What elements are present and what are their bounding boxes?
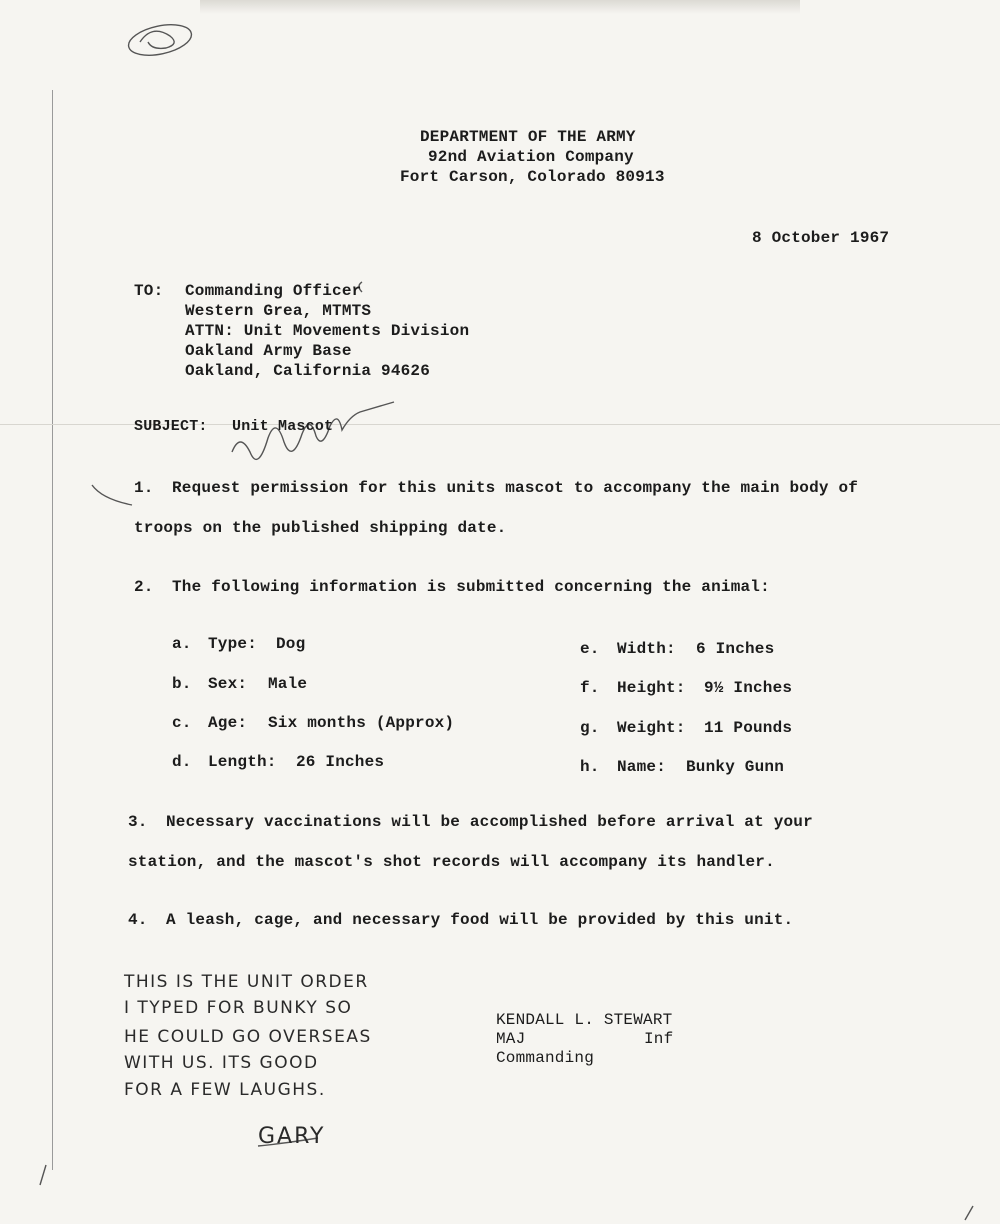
para-3-number: 3.: [128, 813, 148, 831]
margin-arc: [92, 485, 132, 505]
item-c-letter: c.: [172, 714, 192, 732]
para-1-line-1: Request permission for this units mascot to accompany the main body of: [172, 479, 859, 497]
item-d-letter: d.: [172, 753, 192, 771]
item-d-label: Length:: [208, 753, 277, 771]
corner-doodle: [126, 20, 194, 61]
item-h-value: Bunky Gunn: [686, 758, 785, 776]
item-e-label: Width:: [617, 640, 676, 658]
corner-doodle-inner: [140, 31, 174, 48]
header-department: DEPARTMENT OF THE ARMY: [420, 128, 636, 146]
para-2-number: 2.: [134, 578, 154, 596]
subject-value: Unit Mascot: [232, 418, 334, 435]
handwritten-line-4: WITH US. ITS GOOD: [124, 1053, 319, 1073]
subject-label: SUBJECT:: [134, 418, 208, 435]
handwritten-line-3: HE COULD GO OVERSEAS: [124, 1027, 372, 1047]
to-line-1: Commanding Officer: [185, 282, 362, 300]
item-b-label: Sex:: [208, 675, 248, 693]
header-location: Fort Carson, Colorado 80913: [400, 168, 665, 186]
item-g-letter: g.: [580, 719, 600, 737]
para-4-text: A leash, cage, and necessary food will be provided by this unit.: [166, 911, 794, 929]
item-d-value: 26 Inches: [296, 753, 385, 771]
item-c-value: Six months (Approx): [268, 714, 455, 732]
para-1-line-2: troops on the published shipping date.: [134, 519, 507, 537]
para-2-text: The following information is submitted concerning the animal:: [172, 578, 770, 596]
item-h-letter: h.: [580, 758, 600, 776]
item-c-label: Age:: [208, 714, 248, 732]
item-g-label: Weight:: [617, 719, 686, 737]
item-b-letter: b.: [172, 675, 192, 693]
item-a-value: Dog: [276, 635, 306, 653]
to-label: TO:: [134, 282, 164, 300]
header-company: 92nd Aviation Company: [428, 148, 634, 166]
handwritten-line-2: I TYPED FOR BUNKY SO: [124, 998, 353, 1018]
to-line-4: Oakland Army Base: [185, 342, 352, 360]
item-e-value: 6 Inches: [696, 640, 775, 658]
bottom-right-mark: [965, 1206, 973, 1220]
item-a-letter: a.: [172, 635, 192, 653]
signature-branch: Inf: [644, 1030, 674, 1048]
item-f-label: Height:: [617, 679, 686, 697]
to-line-3: ATTN: Unit Movements Division: [185, 322, 470, 340]
para-3-line-2: station, and the mascot's shot records will accompany its handler.: [128, 853, 775, 871]
bottom-corner-mark: [40, 1165, 46, 1185]
item-h-label: Name:: [617, 758, 667, 776]
handwritten-line-1: THIS IS THE UNIT ORDER: [124, 972, 369, 992]
signature-rank: MAJ: [496, 1030, 526, 1048]
letter-date: 8 October 1967: [752, 229, 890, 247]
signature-title: Commanding: [496, 1049, 595, 1067]
para-1-number: 1.: [134, 479, 154, 497]
item-f-letter: f.: [580, 679, 600, 697]
item-f-value: 9½ Inches: [704, 679, 793, 697]
handwritten-signature: GARY: [258, 1124, 326, 1149]
para-4-number: 4.: [128, 911, 148, 929]
para-3-line-1: Necessary vaccinations will be accomplished before arrival at your: [166, 813, 813, 831]
to-line-5: Oakland, California 94626: [185, 362, 431, 380]
item-e-letter: e.: [580, 640, 600, 658]
item-g-value: 11 Pounds: [704, 719, 793, 737]
signature-name: KENDALL L. STEWART: [496, 1011, 673, 1029]
handwritten-line-5: FOR A FEW LAUGHS.: [124, 1080, 326, 1100]
to-line-2: Western Grea, MTMTS: [185, 302, 372, 320]
item-b-value: Male: [268, 675, 308, 693]
item-a-label: Type:: [208, 635, 258, 653]
